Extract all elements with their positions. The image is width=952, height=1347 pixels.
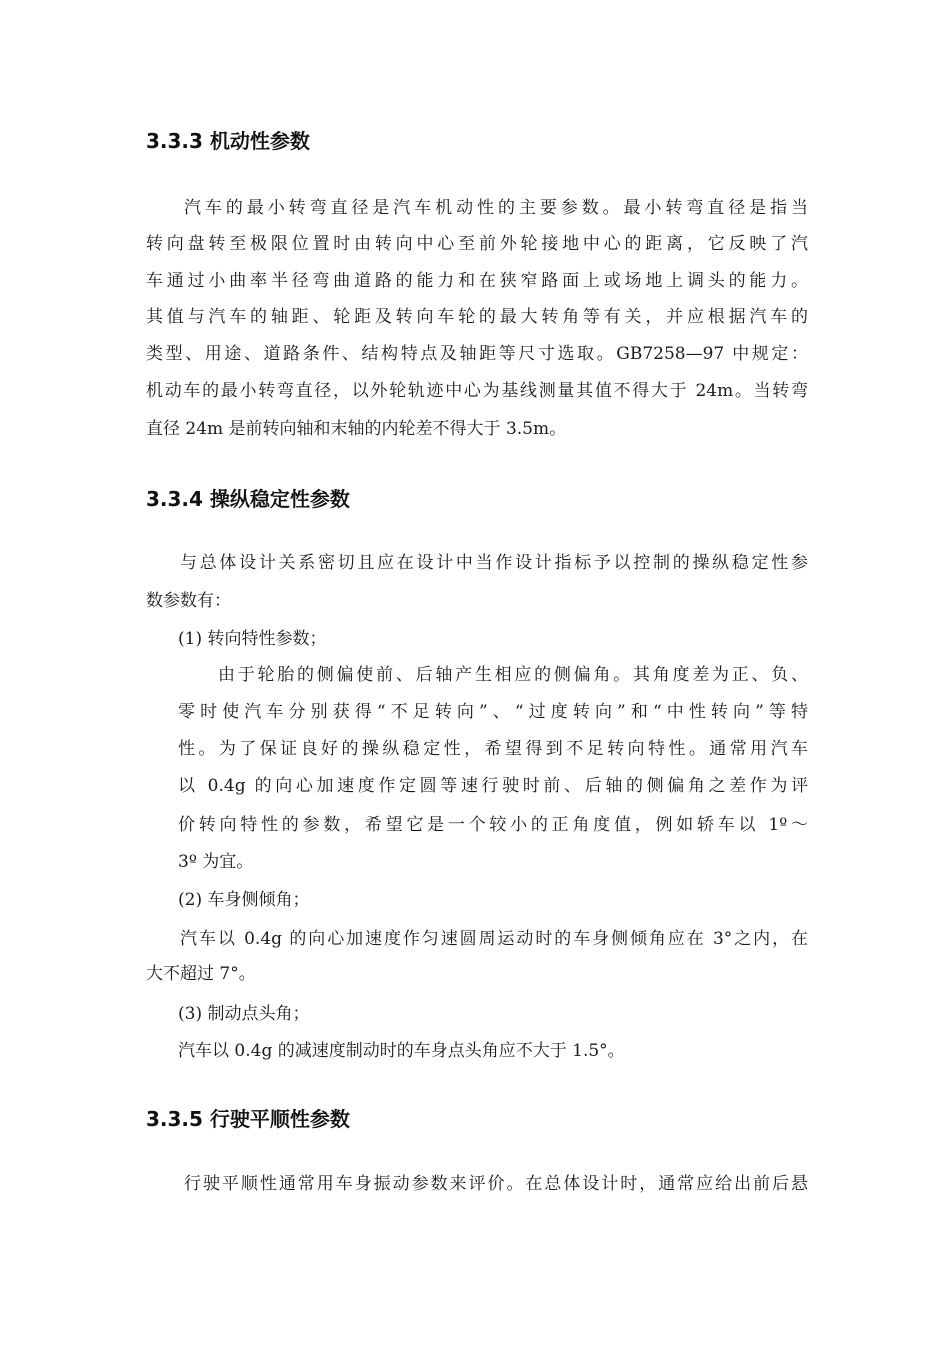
paragraph-line: 以 0.4g 的向心加速度作定圆等速行驶时前、后轴的侧偏角之差作为评 xyxy=(178,776,808,796)
section-heading-3-3-3: 3.3.3 机动性参数 xyxy=(146,129,310,153)
paragraph-line: 由于轮胎的侧偏使前、后轴产生相应的侧偏角。其角度差为正、负、 xyxy=(218,665,808,685)
paragraph-line: 大不超过 7°。 xyxy=(146,964,256,984)
paragraph-line: 汽车以 0.4g 的减速度制动时的车身点头角应不大于 1.5°。 xyxy=(178,1041,625,1061)
list-item-title: (1) 转向特性参数； xyxy=(178,629,327,649)
paragraph-line: 汽车以 0.4g 的向心加速度作匀速圆周运动时的车身侧倾角应在 3°之内，在 xyxy=(180,929,808,949)
paragraph-line: 零时使汽车分别获得“不足转向”、“过度转向”和“中性转向”等特 xyxy=(178,702,808,722)
paragraph-line: 价转向特性的参数，希望它是一个较小的正角度值，例如轿车以 1º～ xyxy=(178,815,808,835)
section-heading-3-3-4: 3.3.4 操纵稳定性参数 xyxy=(146,487,350,511)
paragraph-line: 车通过小曲率半径弯曲道路的能力和在狭窄路面上或场地上调头的能力。 xyxy=(146,271,808,291)
paragraph-line: 直径 24m 是前转向轴和末轴的内轮差不得大于 3.5m。 xyxy=(146,419,567,439)
paragraph-line: 3º 为宜。 xyxy=(178,852,254,872)
paragraph-line: 类型、用途、道路条件、结构特点及轴距等尺寸选取。GB7258—97 中规定： xyxy=(146,344,808,364)
section-heading-3-3-5: 3.3.5 行驶平顺性参数 xyxy=(146,1107,350,1131)
paragraph-line: 行驶平顺性通常用车身振动参数来评价。在总体设计时，通常应给出前后悬 xyxy=(184,1174,808,1194)
list-item-title: (3) 制动点头角； xyxy=(178,1004,310,1024)
paragraph-line: 与总体设计关系密切且应在设计中当作设计指标予以控制的操纵稳定性参 xyxy=(180,553,808,573)
paragraph-line: 机动车的最小转弯直径，以外轮轨迹中心为基线测量其值不得大于 24m。当转弯 xyxy=(146,381,808,401)
paragraph-line: 汽车的最小转弯直径是汽车机动性的主要参数。最小转弯直径是指当 xyxy=(184,198,808,218)
paragraph-line: 转向盘转至极限位置时由转向中心至前外轮接地中心的距离，它反映了汽 xyxy=(146,234,808,254)
paragraph-line: 数参数有： xyxy=(146,591,231,611)
list-item-title: (2) 车身侧倾角； xyxy=(178,890,310,910)
paragraph-line: 性。为了保证良好的操纵稳定性，希望得到不足转向特性。通常用汽车 xyxy=(178,739,808,759)
paragraph-line: 其值与汽车的轴距、轮距及转向车轮的最大转角等有关，并应根据汽车的 xyxy=(146,307,808,327)
